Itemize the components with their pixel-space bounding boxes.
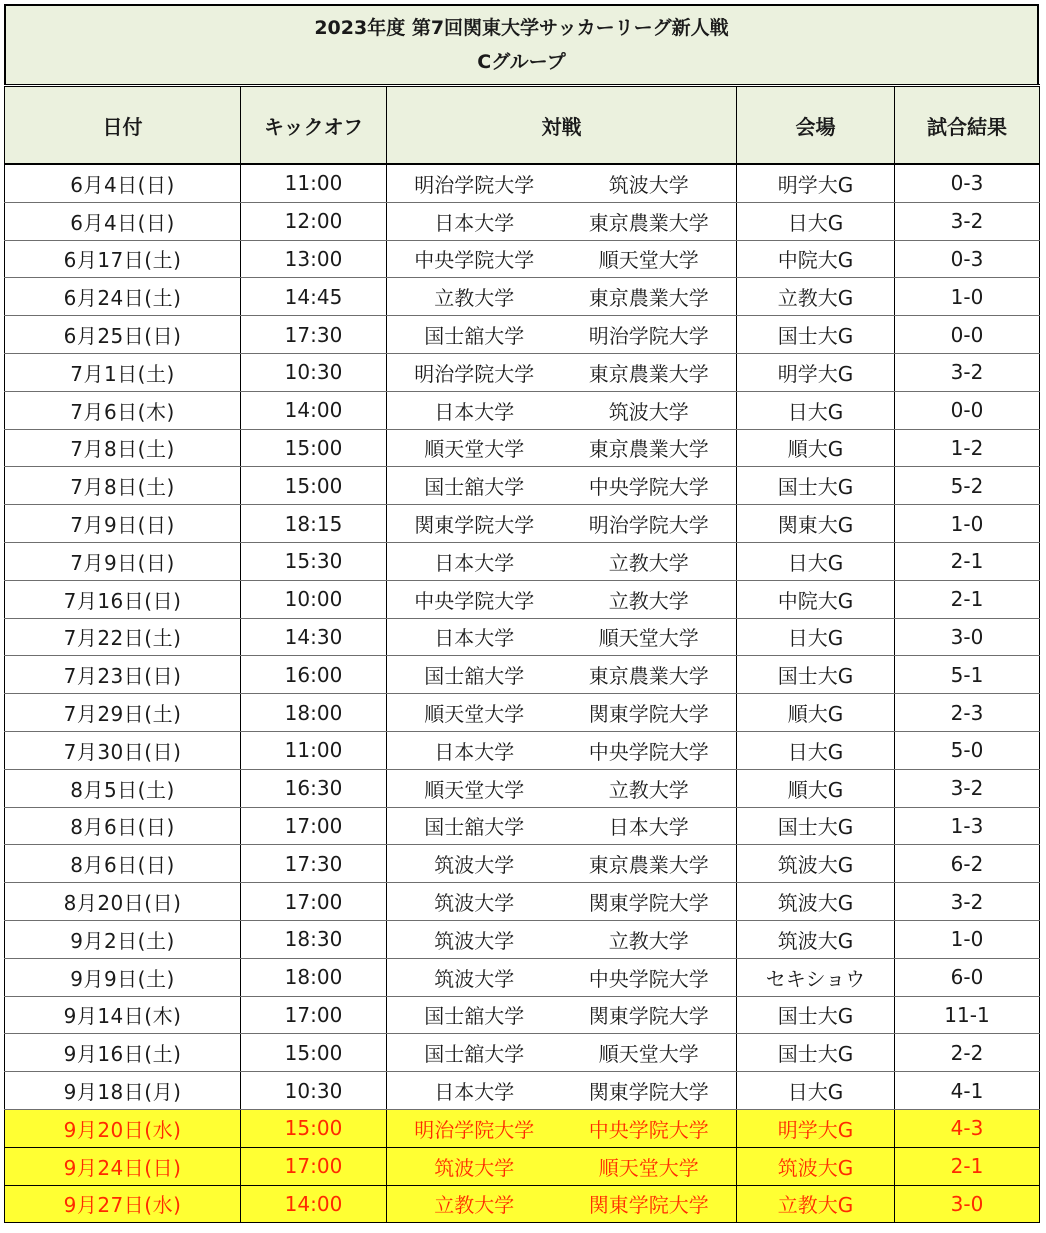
table-row	[5, 164, 1040, 202]
date-cell: 9月14日(木)	[5, 996, 241, 1034]
venue-cell: 立教大G	[737, 278, 895, 316]
result-cell: 2-1	[895, 1147, 1040, 1185]
away-team-cell: 筑波大学	[562, 391, 737, 429]
table-row	[5, 542, 1040, 580]
kickoff-cell: 10:00	[241, 580, 387, 618]
kickoff-cell: 11:00	[241, 731, 387, 769]
result-cell: 4-3	[895, 1109, 1040, 1147]
kickoff-cell: 15:00	[241, 1034, 387, 1072]
home-team-cell: 明治学院大学	[387, 164, 562, 202]
home-team-cell: 日本大学	[387, 731, 562, 769]
venue-cell: 筑波大G	[737, 883, 895, 921]
away-team-cell: 中央学院大学	[562, 958, 737, 996]
venue-cell: 筑波大G	[737, 845, 895, 883]
kickoff-cell: 14:00	[241, 391, 387, 429]
kickoff-cell: 18:15	[241, 505, 387, 543]
date-cell: 7月9日(日)	[5, 542, 241, 580]
header-kickoff: キックオフ	[241, 86, 387, 165]
result-cell: 3-2	[895, 202, 1040, 240]
venue-cell: 中院大G	[737, 580, 895, 618]
date-cell: 8月20日(日)	[5, 883, 241, 921]
home-team-cell: 国士舘大学	[387, 316, 562, 354]
home-team-cell: 中央学院大学	[387, 240, 562, 278]
venue-cell: 国士大G	[737, 656, 895, 694]
home-team-cell: 国士舘大学	[387, 996, 562, 1034]
header-venue: 会場	[737, 86, 895, 165]
date-cell: 9月18日(月)	[5, 1072, 241, 1110]
table-row	[5, 958, 1040, 996]
away-team-cell: 東京農業大学	[562, 429, 737, 467]
table-row	[5, 429, 1040, 467]
header-date: 日付	[5, 86, 241, 165]
venue-cell: 日大G	[737, 731, 895, 769]
kickoff-cell: 16:30	[241, 769, 387, 807]
kickoff-cell: 10:30	[241, 1072, 387, 1110]
title-block	[4, 4, 1039, 84]
result-cell: 5-1	[895, 656, 1040, 694]
table-row	[5, 769, 1040, 807]
venue-cell: 日大G	[737, 542, 895, 580]
venue-cell: セキショウ	[737, 958, 895, 996]
kickoff-cell: 17:00	[241, 996, 387, 1034]
table-row	[5, 618, 1040, 656]
result-cell: 1-0	[895, 278, 1040, 316]
table-row-highlighted	[5, 1185, 1040, 1223]
date-cell: 7月9日(日)	[5, 505, 241, 543]
result-cell: 1-3	[895, 807, 1040, 845]
away-team-cell: 東京農業大学	[562, 845, 737, 883]
away-team-cell: 東京農業大学	[562, 278, 737, 316]
result-cell: 11-1	[895, 996, 1040, 1034]
date-cell: 8月5日(土)	[5, 769, 241, 807]
result-cell: 2-1	[895, 542, 1040, 580]
kickoff-cell: 14:45	[241, 278, 387, 316]
table-row	[5, 353, 1040, 391]
date-cell: 7月1日(土)	[5, 353, 241, 391]
home-team-cell: 日本大学	[387, 618, 562, 656]
table-row	[5, 656, 1040, 694]
table-row	[5, 731, 1040, 769]
kickoff-cell: 15:00	[241, 467, 387, 505]
table-row	[5, 240, 1040, 278]
result-cell: 3-2	[895, 883, 1040, 921]
table-row	[5, 1034, 1040, 1072]
home-team-cell: 中央学院大学	[387, 580, 562, 618]
away-team-cell: 立教大学	[562, 580, 737, 618]
home-team-cell: 筑波大学	[387, 1147, 562, 1185]
date-cell: 7月8日(土)	[5, 429, 241, 467]
table-row	[5, 845, 1040, 883]
date-cell: 9月9日(土)	[5, 958, 241, 996]
date-cell: 8月6日(日)	[5, 807, 241, 845]
venue-cell: 国士大G	[737, 996, 895, 1034]
kickoff-cell: 17:30	[241, 845, 387, 883]
result-cell: 3-0	[895, 618, 1040, 656]
result-cell: 5-2	[895, 467, 1040, 505]
date-cell: 9月24日(日)	[5, 1147, 241, 1185]
header-result: 試合結果	[895, 86, 1040, 165]
date-cell: 7月23日(日)	[5, 656, 241, 694]
result-cell: 0-3	[895, 240, 1040, 278]
result-cell: 1-0	[895, 505, 1040, 543]
kickoff-cell: 14:30	[241, 618, 387, 656]
date-cell: 9月20日(水)	[5, 1109, 241, 1147]
away-team-cell: 筑波大学	[562, 164, 737, 202]
match-rows	[5, 164, 1040, 1223]
kickoff-cell: 15:00	[241, 429, 387, 467]
away-team-cell: 順天堂大学	[562, 618, 737, 656]
date-cell: 6月4日(日)	[5, 164, 241, 202]
date-cell: 6月4日(日)	[5, 202, 241, 240]
result-cell: 4-1	[895, 1072, 1040, 1110]
home-team-cell: 順天堂大学	[387, 694, 562, 732]
result-cell: 5-0	[895, 731, 1040, 769]
result-cell: 6-2	[895, 845, 1040, 883]
kickoff-cell: 18:00	[241, 694, 387, 732]
away-team-cell: 順天堂大学	[562, 1147, 737, 1185]
result-cell: 0-0	[895, 316, 1040, 354]
result-cell: 2-3	[895, 694, 1040, 732]
home-team-cell: 国士舘大学	[387, 807, 562, 845]
table-row	[5, 1072, 1040, 1110]
date-cell: 6月17日(土)	[5, 240, 241, 278]
table-row	[5, 278, 1040, 316]
date-cell: 8月6日(日)	[5, 845, 241, 883]
venue-cell: 国士大G	[737, 467, 895, 505]
kickoff-cell: 11:00	[241, 164, 387, 202]
kickoff-cell: 14:00	[241, 1185, 387, 1223]
home-team-cell: 明治学院大学	[387, 1109, 562, 1147]
header-match: 対戦	[387, 86, 737, 165]
venue-cell: 国士大G	[737, 1034, 895, 1072]
venue-cell: 中院大G	[737, 240, 895, 278]
venue-cell: 順大G	[737, 769, 895, 807]
kickoff-cell: 13:00	[241, 240, 387, 278]
result-cell: 3-2	[895, 769, 1040, 807]
table-row	[5, 580, 1040, 618]
result-cell: 3-2	[895, 353, 1040, 391]
away-team-cell: 明治学院大学	[562, 505, 737, 543]
home-team-cell: 順天堂大学	[387, 769, 562, 807]
date-cell: 7月29日(土)	[5, 694, 241, 732]
away-team-cell: 明治学院大学	[562, 316, 737, 354]
venue-cell: 国士大G	[737, 807, 895, 845]
kickoff-cell: 12:00	[241, 202, 387, 240]
table-row	[5, 920, 1040, 958]
away-team-cell: 東京農業大学	[562, 202, 737, 240]
venue-cell: 筑波大G	[737, 920, 895, 958]
home-team-cell: 筑波大学	[387, 883, 562, 921]
result-cell: 2-2	[895, 1034, 1040, 1072]
kickoff-cell: 16:00	[241, 656, 387, 694]
date-cell: 9月16日(土)	[5, 1034, 241, 1072]
venue-cell: 日大G	[737, 1072, 895, 1110]
home-team-cell: 立教大学	[387, 278, 562, 316]
match-table	[4, 84, 1040, 1223]
kickoff-cell: 10:30	[241, 353, 387, 391]
home-team-cell: 日本大学	[387, 542, 562, 580]
home-team-cell: 日本大学	[387, 202, 562, 240]
venue-cell: 明学大G	[737, 353, 895, 391]
table-row	[5, 202, 1040, 240]
kickoff-cell: 15:30	[241, 542, 387, 580]
group-subtitle: Cグループ	[477, 51, 566, 73]
date-cell: 9月2日(土)	[5, 920, 241, 958]
table-row	[5, 505, 1040, 543]
table-row-highlighted	[5, 1147, 1040, 1185]
away-team-cell: 立教大学	[562, 920, 737, 958]
home-team-cell: 明治学院大学	[387, 353, 562, 391]
date-cell: 6月24日(土)	[5, 278, 241, 316]
date-cell: 9月27日(水)	[5, 1185, 241, 1223]
venue-cell: 明学大G	[737, 1109, 895, 1147]
result-cell: 3-0	[895, 1185, 1040, 1223]
home-team-cell: 日本大学	[387, 1072, 562, 1110]
away-team-cell: 関東学院大学	[562, 694, 737, 732]
venue-cell: 日大G	[737, 391, 895, 429]
venue-cell: 明学大G	[737, 164, 895, 202]
away-team-cell: 関東学院大学	[562, 1185, 737, 1223]
result-cell: 0-0	[895, 391, 1040, 429]
date-cell: 7月6日(木)	[5, 391, 241, 429]
kickoff-cell: 17:00	[241, 1147, 387, 1185]
venue-cell: 立教大G	[737, 1185, 895, 1223]
result-cell: 1-2	[895, 429, 1040, 467]
table-row	[5, 316, 1040, 354]
result-cell: 2-1	[895, 580, 1040, 618]
table-row	[5, 467, 1040, 505]
away-team-cell: 東京農業大学	[562, 656, 737, 694]
date-cell: 7月22日(土)	[5, 618, 241, 656]
away-team-cell: 日本大学	[562, 807, 737, 845]
result-cell: 1-0	[895, 920, 1040, 958]
away-team-cell: 中央学院大学	[562, 731, 737, 769]
away-team-cell: 立教大学	[562, 769, 737, 807]
header-row	[5, 86, 1040, 165]
date-cell: 7月30日(日)	[5, 731, 241, 769]
result-cell: 0-3	[895, 164, 1040, 202]
away-team-cell: 東京農業大学	[562, 353, 737, 391]
away-team-cell: 順天堂大学	[562, 1034, 737, 1072]
home-team-cell: 日本大学	[387, 391, 562, 429]
kickoff-cell: 15:00	[241, 1109, 387, 1147]
table-row	[5, 391, 1040, 429]
home-team-cell: 筑波大学	[387, 958, 562, 996]
away-team-cell: 中央学院大学	[562, 1109, 737, 1147]
home-team-cell: 筑波大学	[387, 845, 562, 883]
venue-cell: 日大G	[737, 618, 895, 656]
table-row	[5, 996, 1040, 1034]
table-row-highlighted	[5, 1109, 1040, 1147]
table-row	[5, 694, 1040, 732]
away-team-cell: 中央学院大学	[562, 467, 737, 505]
home-team-cell: 関東学院大学	[387, 505, 562, 543]
home-team-cell: 順天堂大学	[387, 429, 562, 467]
venue-cell: 順大G	[737, 429, 895, 467]
home-team-cell: 国士舘大学	[387, 1034, 562, 1072]
kickoff-cell: 17:30	[241, 316, 387, 354]
home-team-cell: 国士舘大学	[387, 467, 562, 505]
away-team-cell: 関東学院大学	[562, 883, 737, 921]
kickoff-cell: 18:30	[241, 920, 387, 958]
away-team-cell: 関東学院大学	[562, 1072, 737, 1110]
away-team-cell: 順天堂大学	[562, 240, 737, 278]
venue-cell: 関東大G	[737, 505, 895, 543]
date-cell: 7月8日(土)	[5, 467, 241, 505]
home-team-cell: 立教大学	[387, 1185, 562, 1223]
away-team-cell: 立教大学	[562, 542, 737, 580]
kickoff-cell: 18:00	[241, 958, 387, 996]
venue-cell: 日大G	[737, 202, 895, 240]
schedule-sheet	[4, 4, 1039, 1223]
date-cell: 7月16日(日)	[5, 580, 241, 618]
venue-cell: 筑波大G	[737, 1147, 895, 1185]
date-cell: 6月25日(日)	[5, 316, 241, 354]
home-team-cell: 国士舘大学	[387, 656, 562, 694]
home-team-cell: 筑波大学	[387, 920, 562, 958]
kickoff-cell: 17:00	[241, 807, 387, 845]
venue-cell: 国士大G	[737, 316, 895, 354]
result-cell: 6-0	[895, 958, 1040, 996]
venue-cell: 順大G	[737, 694, 895, 732]
table-row	[5, 883, 1040, 921]
away-team-cell: 関東学院大学	[562, 996, 737, 1034]
page-title: 2023年度 第7回関東大学サッカーリーグ新人戦	[314, 17, 729, 39]
table-row	[5, 807, 1040, 845]
kickoff-cell: 17:00	[241, 883, 387, 921]
